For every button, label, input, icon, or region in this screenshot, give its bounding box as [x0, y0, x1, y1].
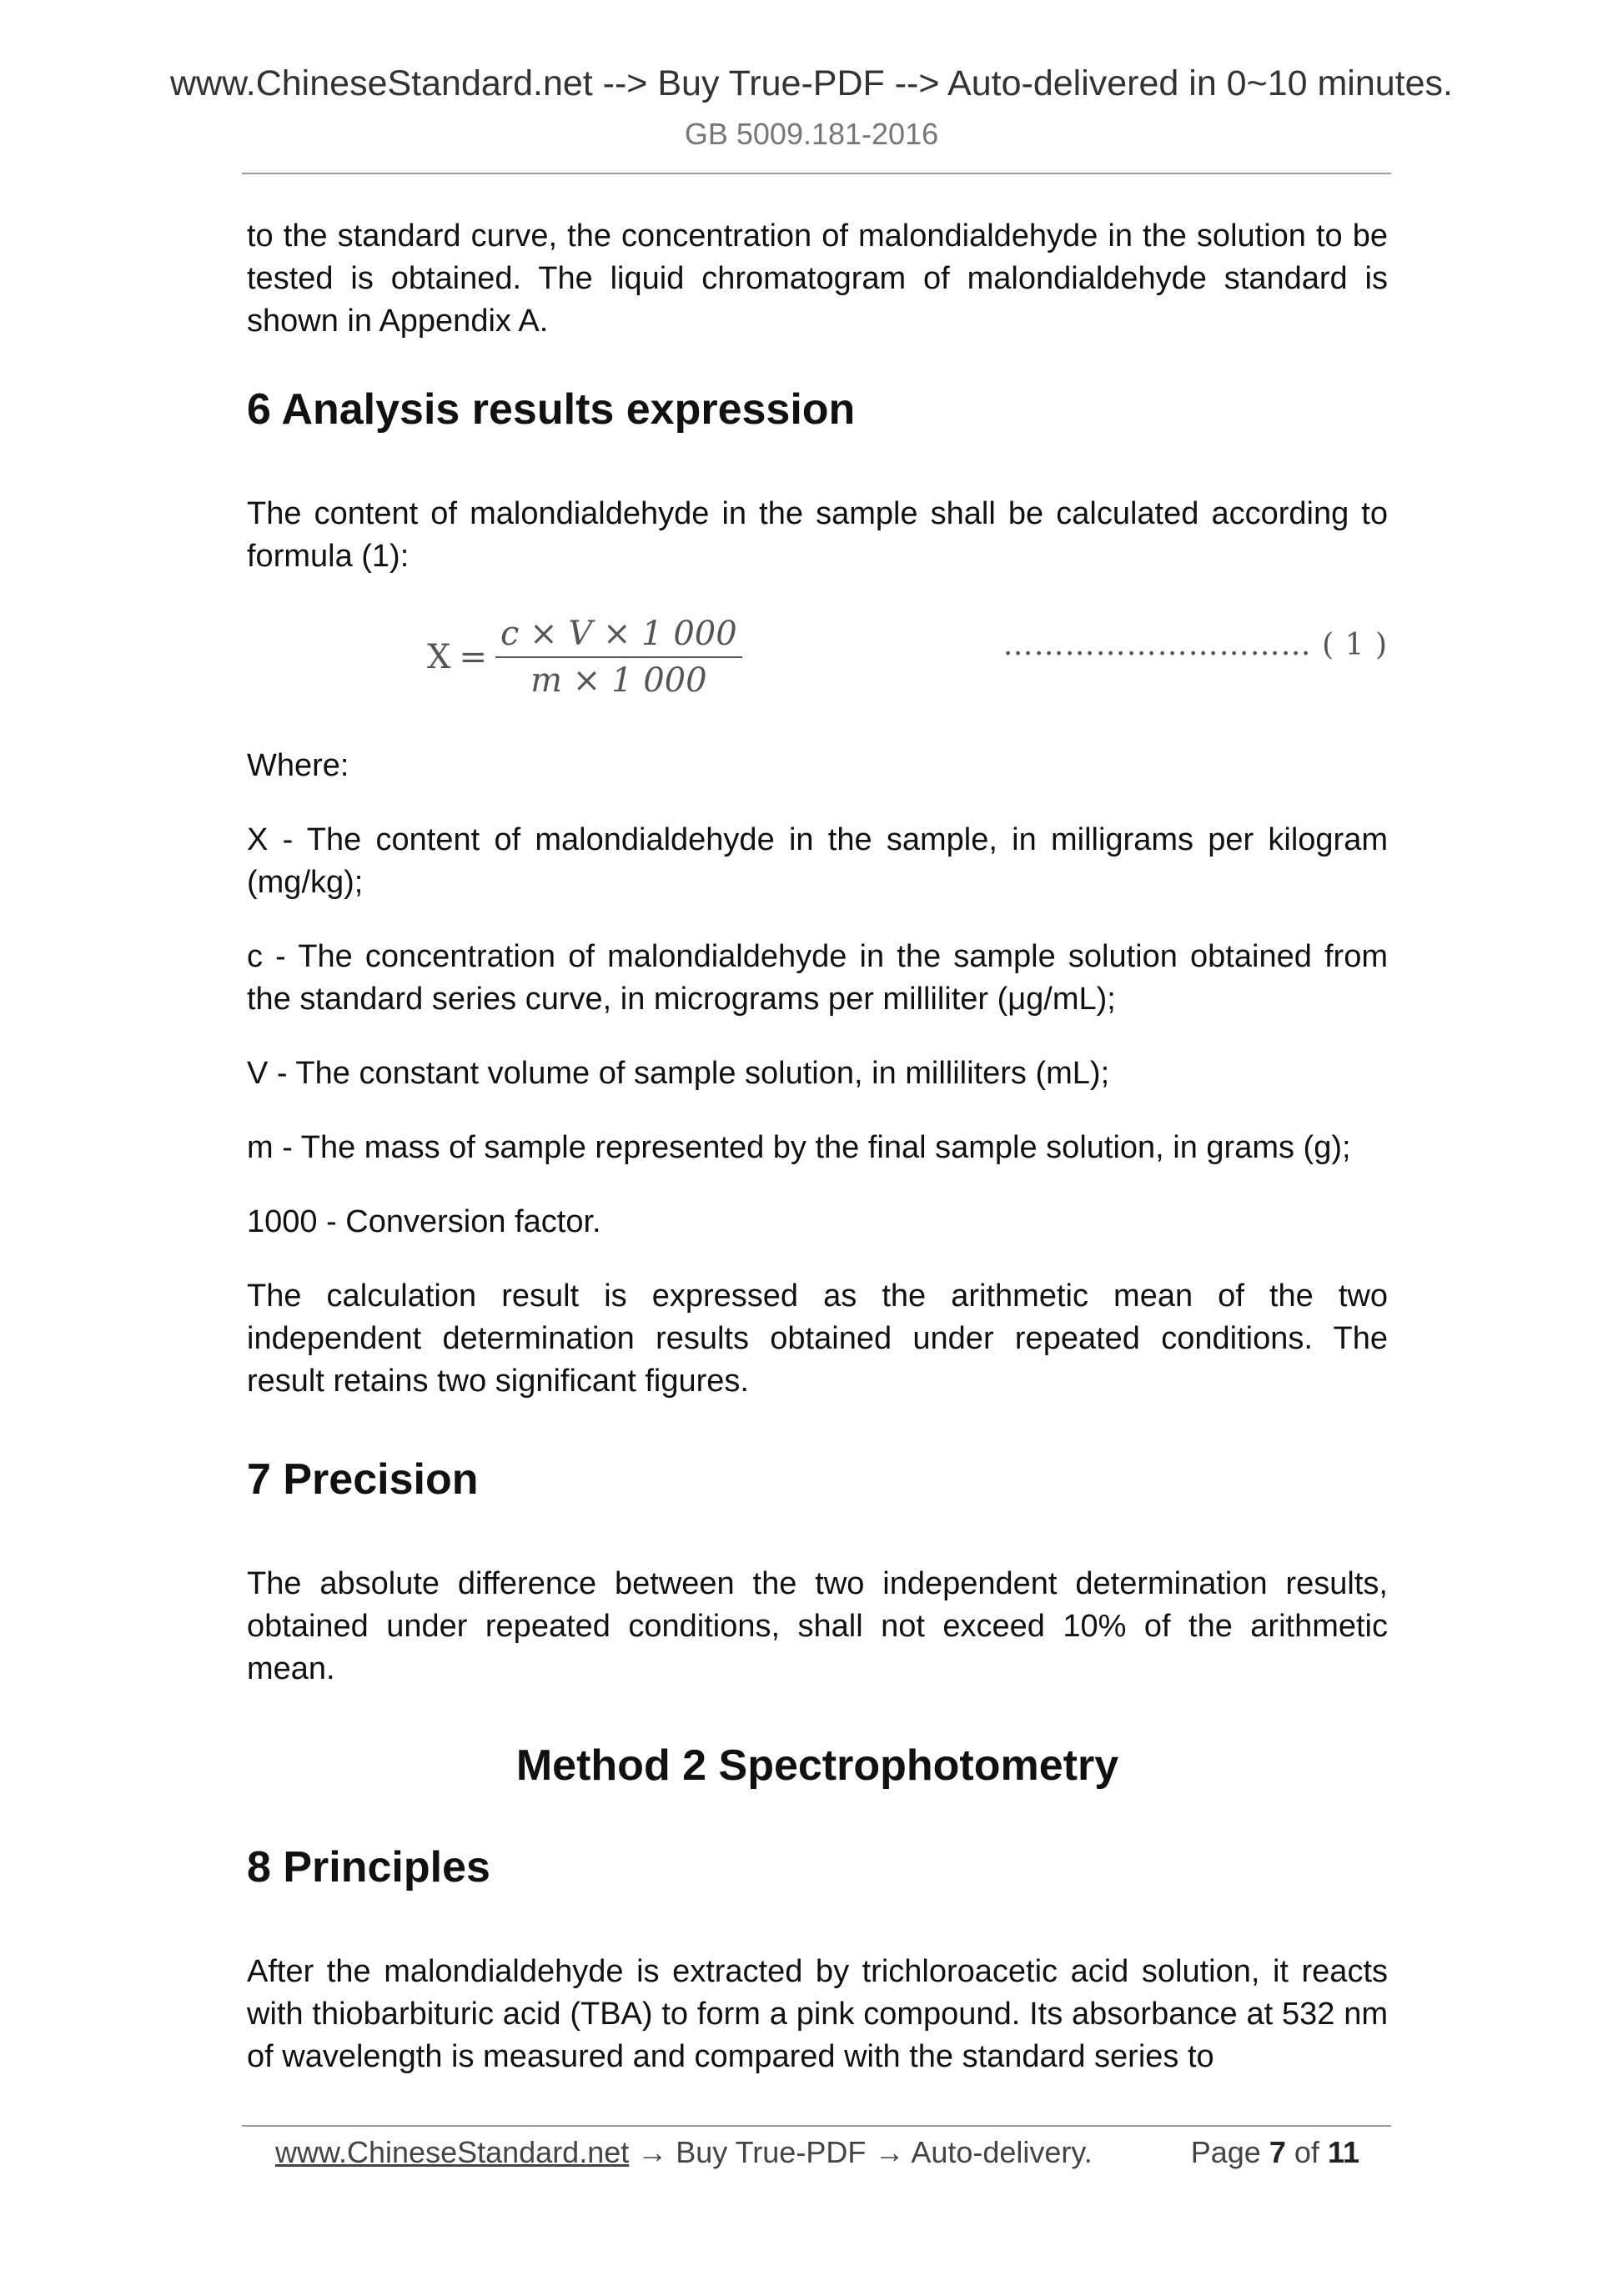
footer-tail: → Buy True-PDF → Auto-delivery.: [629, 2135, 1093, 2169]
definition-c: c - The concentration of malondialdehyde in the sample solution obtained from the standard series curve, in micrograms per milliliter (μg/mL);: [247, 939, 1388, 1017]
method-2-heading: Method 2 Spectrophotometry: [515, 1741, 1119, 1790]
formula-expression: [427, 615, 742, 700]
page-current: 7: [1269, 2135, 1286, 2169]
page-footer: [275, 2135, 1368, 2170]
section-7-heading: 7 Precision: [247, 1455, 479, 1504]
header-rule: [242, 173, 1391, 174]
footer-rule: [242, 2125, 1391, 2127]
definition-m: m - The mass of sample represented by the final sample solution, in grams (g);: [247, 1130, 1351, 1165]
standard-code: GB 5009.181-2016: [684, 117, 939, 151]
section-6-heading: 6 Analysis results expression: [247, 385, 856, 434]
page-indicator: [1191, 2135, 1359, 2170]
where-label: Where:: [247, 748, 349, 783]
page-of: of: [1294, 2135, 1319, 2169]
definition-v: V - The constant volume of sample solution, in milliliters (mL);: [247, 1056, 1110, 1091]
formula-number: ………………………… ( 1 ): [1002, 628, 1388, 662]
definition-1000: 1000 - Conversion factor.: [247, 1204, 601, 1239]
formula-equals: =: [459, 638, 487, 676]
section-6-lead: The content of malondialdehyde in the sample shall be calculated according to formula (1):: [247, 496, 1388, 574]
formula-lhs: X: [427, 638, 451, 676]
intro-paragraph: to the standard curve, the concentration of malondialdehyde in the solution to be tested is obtained. The liquid chromatogram of malondialdehyde standard is shown in Appendix A.: [247, 219, 1388, 339]
footer-link[interactable]: www.ChineseStandard.net: [275, 2135, 630, 2169]
document-body: [247, 215, 1388, 2110]
formula-denominator: m × 1 000: [530, 661, 707, 700]
section-7-text: The absolute difference between the two independent determination results, obtained under repeated conditions, shall not exceed 10% of the arithmetic mean.: [247, 1566, 1388, 1686]
formula-fraction: [495, 615, 742, 700]
formula-1: [247, 610, 1388, 701]
section-8-heading: 8 Principles: [247, 1843, 490, 1892]
header-banner: www.ChineseStandard.net --> Buy True-PDF --> Auto-delivered in 0~10 minutes.: [169, 63, 1453, 103]
page-total: 11: [1327, 2135, 1359, 2169]
definition-x: X - The content of malondialdehyde in the sample, in milligrams per kilogram (mg/kg);: [247, 822, 1388, 900]
result-note: The calculation result is expressed as the arithmetic mean of the two independent determination results obtained under repeated conditions. The result retains two significant figures.: [247, 1279, 1388, 1399]
section-8-text: After the malondialdehyde is extracted by trichloroacetic acid solution, it reacts with thiobarbituric acid (TBA) to form a pink compound. Its absorbance at 532 nm of wavelength is measured and compared with the standard series to: [247, 1954, 1388, 2074]
formula-numerator: c × V × 1 000: [495, 615, 742, 658]
page-label: Page: [1190, 2135, 1261, 2169]
